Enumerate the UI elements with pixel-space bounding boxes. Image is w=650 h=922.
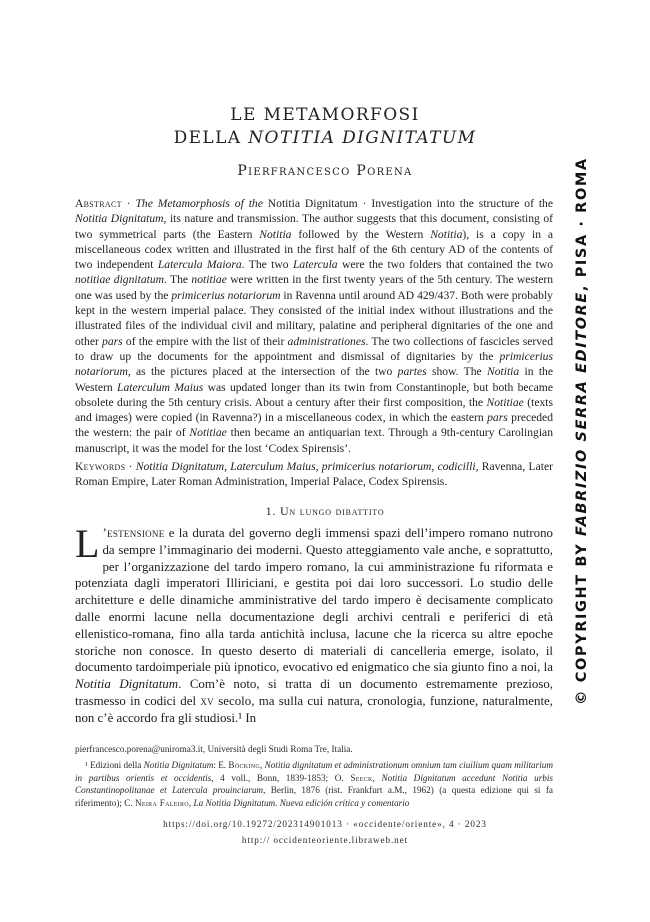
article-title	[0, 104, 650, 150]
title-line-1: LE METAMORFOSI	[230, 105, 420, 125]
keywords-label: Keywords	[75, 460, 126, 474]
abstract-paragraph: Abstract · The Metamorphosis of the Notitia Dignitatum · Investigation into the structure of the Notitia Dignitatum, its nature and transmission. The author suggests that this document, consisting of two symmetrical parts (the Eastern Notitia followed by the Western Notitia), is a copy in a miscellaneous codex written and illustrated in the first half of the 6th century AD of the contents of two independent Latercula Maiora. The two Latercula were the two folders that contained the two notitiae dignitatum. The notitiae were written in the first twenty years of the 5th century. The western one was used by the primicerius notariorum in Ravenna until around AD 429/437. Both were probably kept in the western imperial palace. They consisted of the initial index without illustrations and the illustrated files of the individual civil and military, palatine and peripheral dignitaries of the one and other pars of the empire with the list of their administrationes. The two collections of fascicles served to draw up the documents for the appointment and dismissal of dignitaries by the primicerius notariorum, as the pictures placed at the intersection of the two partes show. The Notitia in the Western Laterculum Maius was updated longer than its twin from Constantinople, but both became obsolete during the 5th century crisis. About a century after their first composition, the Notitiae (texts and images) were copied (in Ravenna?) in a miscellaneous codex, in which the eastern pars preceded the western: the pair of Notitiae then became an antiquarian text. Through a 9th-century Carolingian manuscript, it was the model for the lost ‘Codex Spirensis’.	[75, 197, 553, 455]
body-text	[75, 521, 554, 727]
footnote-1: ¹ Edizioni della Notitia Dignitatum: E. Böcking, Notitia dignitatum et administrationum omnium tam ciuilium quam militarium in partibus orientis et occidentis, 4 voll., Bonn, 1839-1853; O. Seeck, Notitia Dignitatum accedunt Notitia urbis Constantinopolitanae et Latercula prouinciarum, Berlin, 1876 (rist. Frankfurt a.M., 1962) (a questa edizione qui si fa riferimento); C. Neira Faleiro, La Notitia Dignitatum. Nueva edición crítica y comentario	[75, 760, 554, 808]
abstract-label: Abstract	[75, 197, 122, 210]
footnotes	[75, 743, 553, 813]
keywords: Keywords · Notitia Dignitatum, Laterculum Maius, primicerius notariorum, codicilli, Ravenna, Later Roman Empire, Later Roman Administration, Imperial Palace, Codex Spirensis.	[75, 460, 553, 489]
drop-cap: L	[75, 521, 100, 566]
website-link[interactable]: http:// occidenteoriente.libraweb.net	[241, 835, 409, 845]
doi-link[interactable]: https://doi.org/10.19272/202314901013 · «occidente/oriente», 4 · 2023	[163, 819, 487, 829]
section-heading: 1. Un lungo dibattito	[265, 504, 385, 518]
author-email: pierfrancesco.porena@uniroma3.it, Università degli Studi Roma Tre, Italia.	[75, 744, 353, 754]
body-paragraph: L ’estensione e la durata del governo degli immensi spazi dell’impero romano nutrono da sempre l’immaginario dei moderni. Questo atteggiamento vale anche, e soprattutto, per l’organizzazione del tardo impero romano, la cui amministrazione fu riformata e potenziata dagli imperatori Illiriciani, e gestita poi dai loro successori. Lo studio delle architetture e delle dinamiche amministrative del tardo impero è decisamente complicato dalle enormi lacune nella documentazione degli archivi centrali e periferici di età ellenistico-romana, fino alla tarda antichità inclusa, lacune che la ricerca su altre epoche storiche non conosce. In questo deserto di materiali di cancelleria emerge, isolato, il documento tardoimperiale più ipnotico, evocativo ed enigmatico che sia giunto fino a noi, la Notitia Dignitatum. Com’è noto, si tratta di un documento estremamente prezioso, trasmesso in codici del xv secolo, ma sulla cui natura, cronologia, funzione, naturalmente, non c’è accordo fra gli studiosi.¹ In	[75, 521, 554, 725]
author-name: Pierfrancesco Porena	[237, 163, 413, 179]
title-line-2: DELLA NOTITIA DIGNITATUM	[173, 128, 477, 148]
copyright-notice: © COPYRIGHT BY FABRIZIO SERRA EDITORE, PISA · ROMA	[574, 157, 590, 705]
footnote-marker[interactable]: ¹	[238, 710, 243, 725]
abstract	[75, 196, 553, 490]
